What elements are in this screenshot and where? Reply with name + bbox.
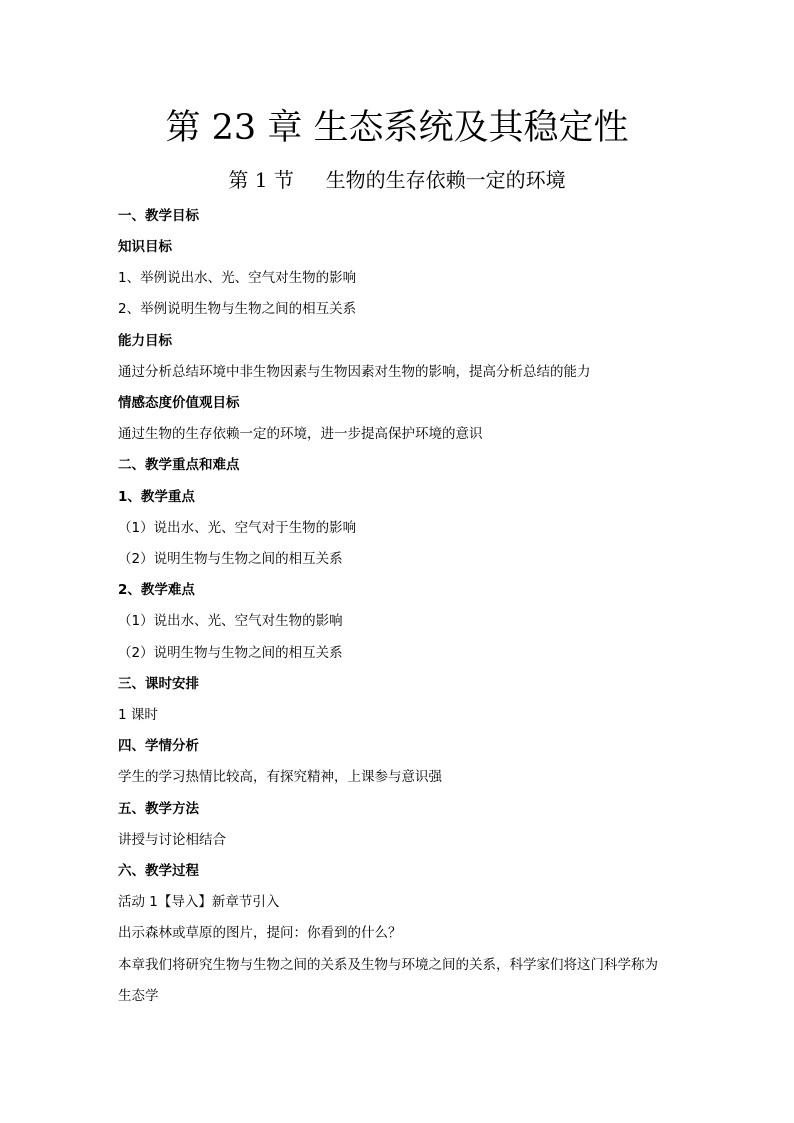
subheading-difficulties: 2、教学难点 bbox=[118, 582, 195, 598]
key-focus-1: （1）说出水、光、空气对于生物的影响 bbox=[118, 520, 357, 536]
activity-1-title: 活动 1【导入】新章节引入 bbox=[118, 894, 280, 910]
subheading-knowledge-objectives: 知识目标 bbox=[118, 239, 172, 255]
chapter-title: 第 23 章 生态系统及其稳定性 bbox=[165, 108, 629, 148]
difficulty-2: （2）说明生物与生物之间的相互关系 bbox=[118, 645, 343, 661]
teaching-methods-text: 讲授与讨论相结合 bbox=[118, 832, 226, 848]
heading-teaching-objectives: 一、教学目标 bbox=[118, 208, 199, 224]
heading-student-analysis: 四、学情分析 bbox=[118, 738, 199, 754]
ability-objective: 通过分析总结环境中非生物因素与生物因素对生物的影响，提高分析总结的能力 bbox=[118, 364, 591, 380]
heading-key-points: 二、教学重点和难点 bbox=[118, 457, 240, 473]
activity-1-description-continued: 生态学 bbox=[118, 988, 159, 1004]
subheading-ability-objectives: 能力目标 bbox=[118, 333, 172, 349]
subheading-key-focus: 1、教学重点 bbox=[118, 489, 195, 505]
key-focus-2: （2）说明生物与生物之间的相互关系 bbox=[118, 551, 343, 567]
heading-schedule: 三、课时安排 bbox=[118, 676, 199, 692]
activity-1-question: 出示森林或草原的图片，提问：你看到的什么？ bbox=[118, 925, 402, 941]
knowledge-objective-2: 2、举例说明生物与生物之间的相互关系 bbox=[118, 301, 357, 317]
attitude-objective: 通过生物的生存依赖一定的环境，进一步提高保护环境的意识 bbox=[118, 426, 483, 442]
activity-1-description: 本章我们将研究生物与生物之间的关系及生物与环境之间的关系，科学家们将这门科学称为 bbox=[118, 957, 658, 973]
schedule-text: 1 课时 bbox=[118, 707, 158, 723]
knowledge-objective-1: 1、举例说出水、光、空气对生物的影响 bbox=[118, 270, 357, 286]
subheading-attitude-objectives: 情感态度价值观目标 bbox=[118, 395, 240, 411]
heading-teaching-methods: 五、教学方法 bbox=[118, 801, 199, 817]
section-title: 第 1 节 生物的生存依赖一定的环境 bbox=[228, 168, 566, 192]
difficulty-1: （1）说出水、光、空气对生物的影响 bbox=[118, 613, 343, 629]
student-analysis-text: 学生的学习热情比较高，有探究精神，上课参与意识强 bbox=[118, 769, 442, 785]
heading-teaching-process: 六、教学过程 bbox=[118, 863, 199, 879]
